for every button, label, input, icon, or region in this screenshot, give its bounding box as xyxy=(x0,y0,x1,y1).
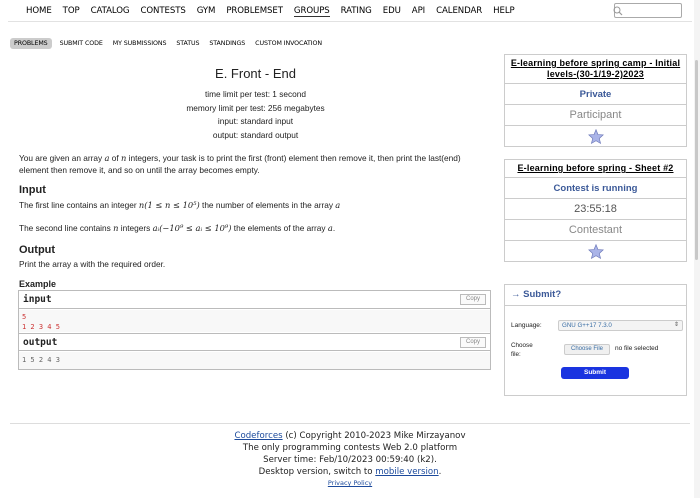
mobile-version-link[interactable]: mobile version xyxy=(375,467,439,477)
menu-status[interactable]: STATUS xyxy=(176,40,200,47)
desktop-text: . xyxy=(438,467,442,477)
language-value: GNU G++17 7.3.0 xyxy=(562,322,612,329)
menu-standings[interactable]: STANDINGS xyxy=(209,40,246,47)
input-text: The first line contains an integer xyxy=(19,200,139,210)
topnav-gym[interactable]: GYM xyxy=(196,6,216,16)
topnav-contests[interactable]: CONTESTS xyxy=(140,6,186,16)
privacy-policy-link[interactable]: Privacy Policy xyxy=(327,479,373,487)
sample-output-header xyxy=(19,333,490,351)
input-file: input: standard input xyxy=(217,116,294,126)
topnav-problemset[interactable]: PROBLEMSET xyxy=(226,6,283,16)
top-menu-list xyxy=(26,6,526,17)
contest-timer: 23:55:18 xyxy=(505,198,686,219)
contest-status: Contest is running xyxy=(505,177,686,198)
chevron-down-icon: ⇕ xyxy=(673,322,679,328)
language-label: Language: xyxy=(511,322,542,329)
choose-file-button[interactable]: Choose File xyxy=(564,344,610,355)
sample-input-label: input xyxy=(23,294,52,305)
input-text: The second line contains xyxy=(19,223,114,233)
legend-text: integers, your task is to print the first (front) element then remove it, then print the last(end) element then remove it, and so on until the array becomes empty. xyxy=(19,153,461,175)
copyright-text: (c) Copyright 2010-2023 Mike Mirzayanov xyxy=(282,431,466,441)
legend-math-a: a xyxy=(104,153,110,163)
legend-text: of xyxy=(109,153,121,163)
copy-output-button[interactable]: Copy xyxy=(460,337,486,348)
example-title: Example xyxy=(19,279,57,289)
legend-math-n: n xyxy=(120,153,127,163)
topnav-groups[interactable]: GROUPS xyxy=(293,6,330,16)
footer-divider xyxy=(10,423,690,424)
contest-box xyxy=(504,159,687,262)
scrollbar-thumb[interactable] xyxy=(695,60,698,260)
topnav-api[interactable]: API xyxy=(411,6,426,16)
contest-visibility: Private xyxy=(505,83,686,104)
input-math: a xyxy=(335,200,341,210)
choose-file-label xyxy=(511,341,533,359)
problem-title: E. Front - End xyxy=(215,66,296,81)
footer-server-time: Server time: Feb/10/2023 00:59:40 (k2). xyxy=(263,455,437,465)
sample-input-body xyxy=(19,310,490,332)
topnav-edu[interactable]: EDU xyxy=(382,6,401,16)
sample-tests xyxy=(18,290,491,370)
footer-desktop-version xyxy=(200,467,500,479)
menu-my-submissions[interactable]: MY SUBMISSIONS xyxy=(112,40,167,47)
star-icon[interactable] xyxy=(588,129,604,144)
choose-file-label-line: Choose xyxy=(511,342,533,349)
submit-box xyxy=(504,284,687,396)
group-contest-title-link[interactable]: E-learning before spring camp - Initial levels-(30-1/19-2)2023 xyxy=(510,58,681,79)
codeforces-link[interactable]: Codeforces xyxy=(234,431,283,441)
input-math: n(1 ≤ n ≤ 10⁵) xyxy=(138,200,200,210)
favorite-row xyxy=(505,240,686,261)
topnav-calendar[interactable]: CALENDAR xyxy=(436,6,483,16)
top-navigation xyxy=(8,0,692,22)
footer-copyright xyxy=(200,431,500,443)
input-math: aᵢ(−10⁹ ≤ aᵢ ≤ 10⁹) xyxy=(152,223,232,233)
output-section-title: Output xyxy=(19,244,56,256)
footer-privacy xyxy=(200,478,500,490)
search-input[interactable] xyxy=(614,3,682,18)
menu-problems[interactable]: PROBLEMS xyxy=(10,38,52,49)
input-text: the elements of the array xyxy=(231,223,328,233)
sample-output-line: 1 5 2 4 3 xyxy=(22,356,60,364)
input-text: the number of elements in the array xyxy=(199,200,336,210)
input-line-2 xyxy=(19,223,335,233)
topnav-rating[interactable]: RATING xyxy=(340,6,372,16)
submit-button[interactable]: Submit xyxy=(561,367,629,379)
sample-input-line: 1 2 3 4 5 xyxy=(22,323,60,331)
topnav-help[interactable]: HELP xyxy=(493,6,515,16)
submit-title: → Submit? xyxy=(511,289,562,300)
file-status: no file selected xyxy=(615,345,659,352)
time-limit: time limit per test: 1 second xyxy=(205,89,306,99)
topnav-top[interactable]: TOP xyxy=(62,6,80,16)
group-contest-box xyxy=(504,54,687,147)
input-section-title: Input xyxy=(19,184,46,196)
topnav-catalog[interactable]: CATALOG xyxy=(90,6,130,16)
desktop-text: Desktop version, switch to xyxy=(258,467,376,477)
participant-role: Participant xyxy=(505,104,686,125)
input-line-1 xyxy=(19,200,340,210)
output-file: output: standard output xyxy=(212,130,299,140)
favorite-row xyxy=(505,125,686,146)
menu-custom-invocation[interactable]: CUSTOM INVOCATION xyxy=(255,40,323,47)
input-text: integers xyxy=(118,223,153,233)
problem-legend xyxy=(19,152,489,176)
sample-input-line: 5 xyxy=(22,313,27,321)
copy-input-button[interactable]: Copy xyxy=(460,294,486,305)
star-icon[interactable] xyxy=(588,244,604,259)
search-icon xyxy=(613,6,623,16)
memory-limit: memory limit per test: 256 megabytes xyxy=(186,103,325,113)
legend-text: You are given an array xyxy=(19,153,105,163)
topnav-home[interactable]: HOME xyxy=(26,6,52,16)
choose-file-label-line: file: xyxy=(511,351,521,358)
contest-title-link[interactable]: E-learning before spring - Sheet #2 xyxy=(517,163,674,173)
menu-submit-code[interactable]: SUBMIT CODE xyxy=(59,40,103,47)
sample-input-header xyxy=(19,291,490,309)
input-text: . xyxy=(332,223,336,233)
divider xyxy=(505,305,686,306)
sample-output-body xyxy=(19,352,490,369)
output-text: Print the array a with the required order. xyxy=(19,259,166,269)
footer-platform: The only programming contests Web 2.0 platform xyxy=(242,443,458,453)
input-math: a xyxy=(327,223,333,233)
language-select[interactable] xyxy=(558,320,683,331)
contestant-role: Contestant xyxy=(505,219,686,240)
problem-menu xyxy=(10,38,332,49)
input-math: n xyxy=(113,223,119,233)
sample-output-label: output xyxy=(23,337,58,348)
